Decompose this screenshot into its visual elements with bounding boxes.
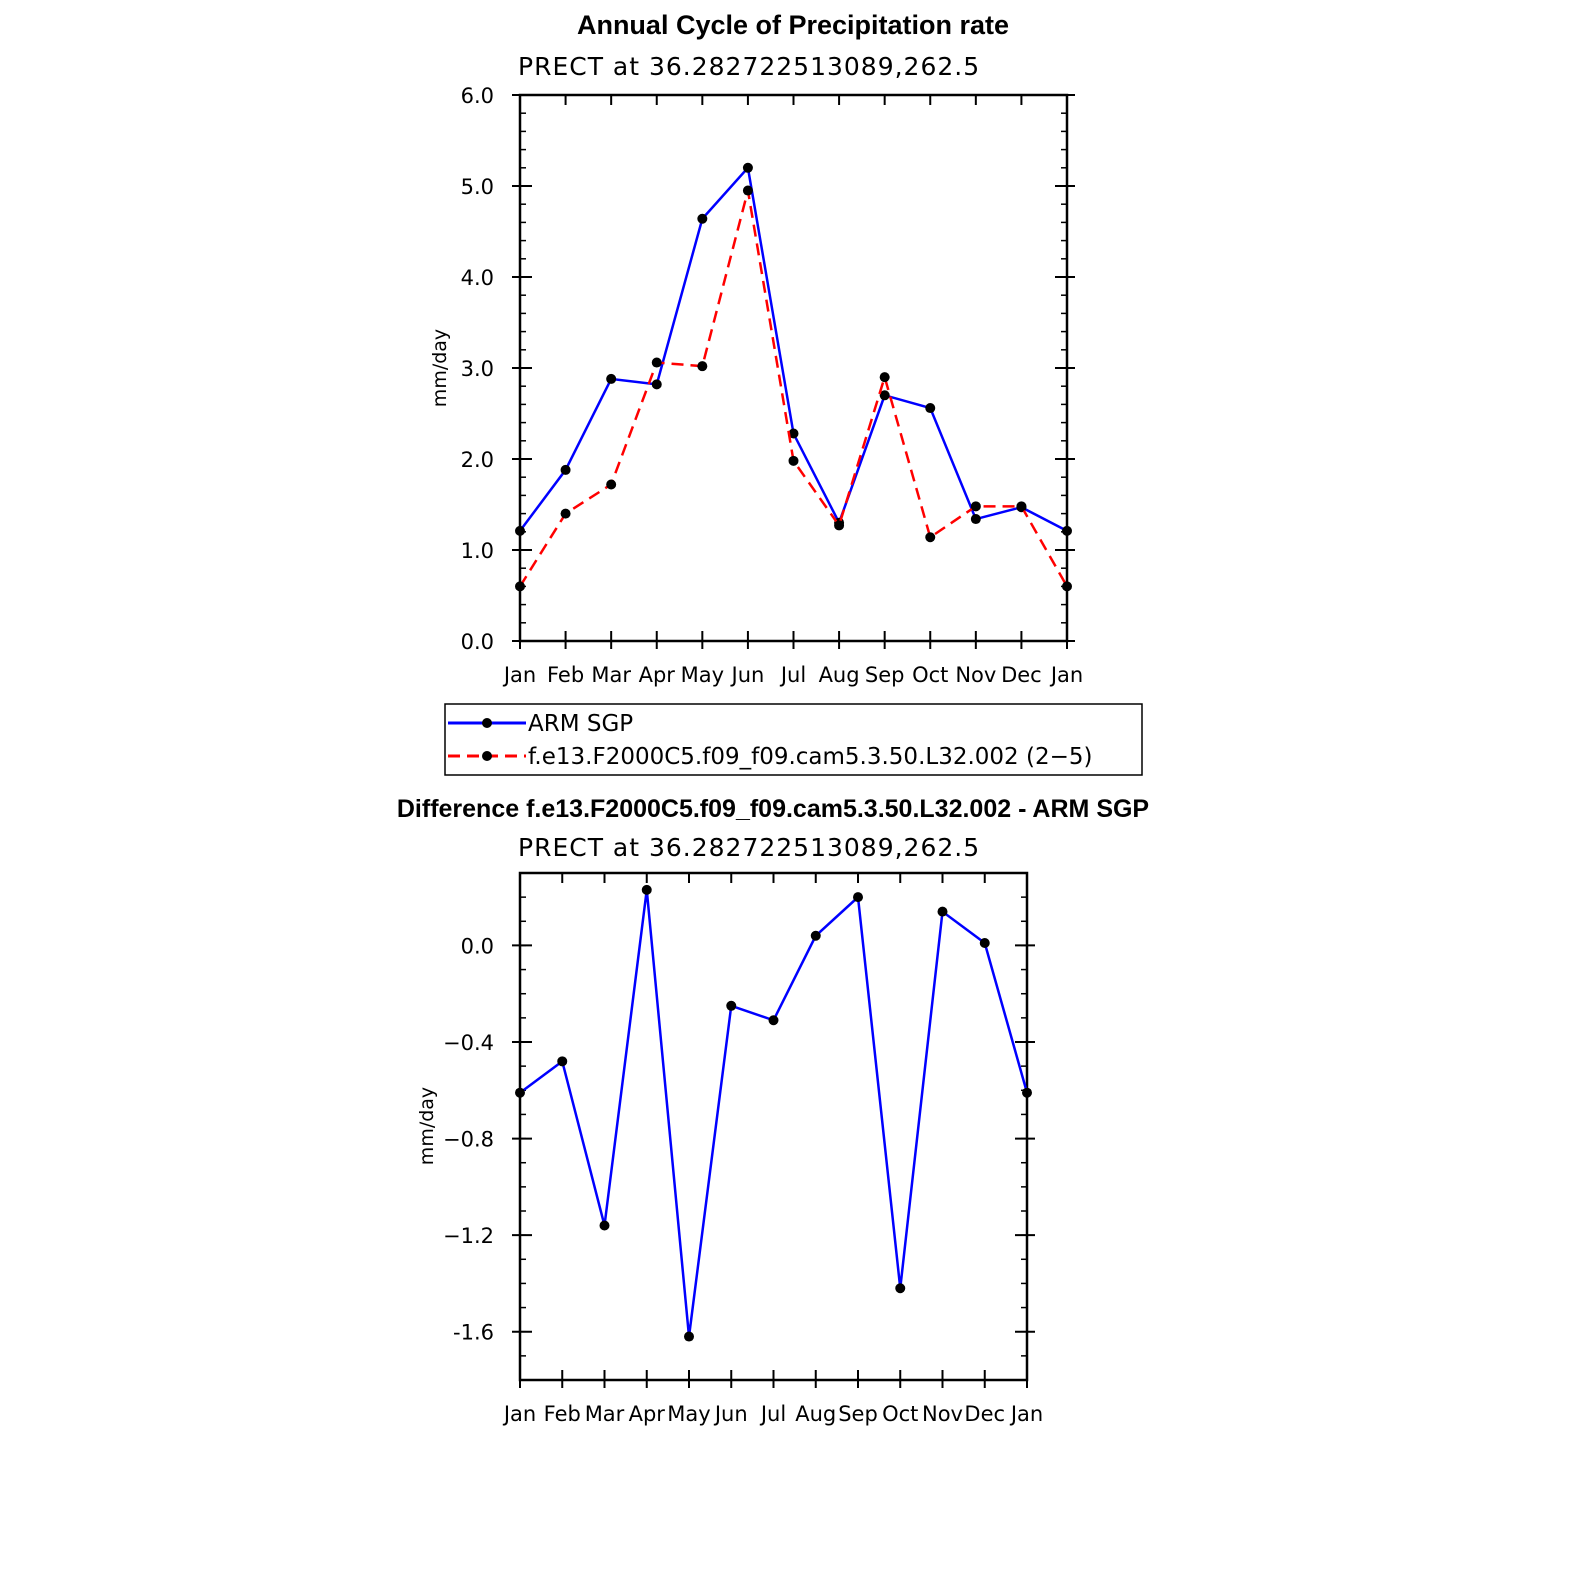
- plot-series: [515, 163, 1072, 592]
- difference-chart: [397, 795, 1149, 1426]
- x-tick-label: Oct: [882, 1402, 919, 1426]
- data-point: [652, 358, 662, 368]
- data-point: [980, 938, 990, 948]
- x-tick-label: Feb: [546, 663, 585, 687]
- data-point: [938, 907, 948, 917]
- y-tick-label: 4.0: [460, 266, 494, 290]
- data-point: [811, 931, 821, 941]
- x-tick-label: Apr: [628, 1402, 665, 1426]
- x-tick-label: Jul: [780, 663, 807, 687]
- y-tick-label: 0.0: [460, 934, 494, 959]
- data-point: [697, 214, 707, 224]
- x-tick-label: Feb: [543, 1402, 581, 1426]
- data-point: [684, 1332, 694, 1342]
- plot-series: [515, 885, 1032, 1342]
- y-axis-label: mm/day: [429, 328, 451, 408]
- data-point: [515, 526, 525, 536]
- data-point: [600, 1220, 610, 1230]
- x-tick-label: Jul: [760, 1402, 787, 1426]
- x-tick-label: Aug: [818, 663, 860, 687]
- annual-cycle-chart: [429, 10, 1142, 775]
- chart-subtitle: PRECT at 36.282722513089,262.5: [518, 833, 981, 862]
- data-point: [726, 1001, 736, 1011]
- chart-title: Annual Cycle of Precipitation rate: [576, 10, 1010, 40]
- y-tick-label: −1.2: [443, 1224, 494, 1249]
- x-tick-label: Aug: [795, 1402, 837, 1426]
- data-point: [925, 403, 935, 413]
- y-tick-label: 1.0: [460, 539, 494, 563]
- data-point: [834, 520, 844, 530]
- data-point: [561, 509, 571, 519]
- data-point: [1016, 501, 1026, 511]
- data-point: [606, 479, 616, 489]
- data-point: [971, 501, 981, 511]
- chart-title: Difference f.e13.F2000C5.f09_f09.cam5.3.50.L32.002 - ARM SGP: [396, 795, 1150, 823]
- x-tick-label: May: [667, 1402, 711, 1426]
- y-tick-label: -1.6: [453, 1320, 494, 1345]
- x-tick-label: Oct: [912, 663, 949, 687]
- x-tick-label: Mar: [584, 1402, 625, 1426]
- y-tick-label: 2.0: [460, 448, 494, 472]
- legend-marker-arm-sgp: [482, 718, 492, 728]
- data-point: [880, 372, 890, 382]
- data-point: [557, 1056, 567, 1066]
- legend-marker-model: [482, 751, 492, 761]
- y-axis-label: mm/day: [416, 1086, 438, 1166]
- y-tick-label: −0.4: [443, 1031, 494, 1055]
- axes: [461, 84, 1084, 687]
- x-tick-label: Jun: [731, 663, 765, 687]
- x-tick-label: Jan: [1010, 1402, 1044, 1426]
- chart-subtitle: PRECT at 36.282722513089,262.5: [518, 52, 981, 81]
- axes: [443, 873, 1043, 1426]
- data-point: [652, 379, 662, 389]
- series-line-0: [520, 168, 1067, 531]
- x-tick-label: Nov: [922, 1402, 963, 1426]
- plot-frame: [520, 873, 1027, 1380]
- x-tick-label: Jan: [503, 663, 537, 687]
- y-tick-label: 5.0: [460, 175, 494, 199]
- data-point: [895, 1283, 905, 1293]
- data-point: [769, 1015, 779, 1025]
- x-tick-label: Mar: [591, 663, 631, 687]
- data-point: [561, 465, 571, 475]
- x-tick-label: Dec: [1001, 663, 1042, 687]
- data-point: [971, 514, 981, 524]
- data-point: [743, 163, 753, 173]
- y-tick-label: 6.0: [460, 84, 494, 108]
- series-line-1: [520, 191, 1067, 587]
- x-tick-label: Sep: [838, 1402, 878, 1426]
- legend-label-model: f.e13.F2000C5.f09_f09.cam5.3.50.L32.002 (2−5): [528, 744, 1093, 770]
- data-point: [743, 186, 753, 196]
- data-point: [642, 885, 652, 895]
- legend: [445, 704, 1142, 775]
- data-point: [515, 581, 525, 591]
- series-line-0: [520, 890, 1027, 1337]
- data-point: [1062, 581, 1072, 591]
- x-tick-label: Jan: [1050, 663, 1084, 687]
- data-point: [515, 1088, 525, 1098]
- legend-label-arm-sgp: ARM SGP: [528, 711, 634, 737]
- data-point: [853, 892, 863, 902]
- x-tick-label: Jun: [714, 1402, 748, 1426]
- y-tick-label: 0.0: [460, 630, 494, 654]
- data-point: [789, 456, 799, 466]
- x-tick-label: Apr: [638, 663, 675, 687]
- x-tick-label: Nov: [955, 663, 997, 687]
- data-point: [1062, 526, 1072, 536]
- x-tick-label: Jan: [503, 1402, 537, 1426]
- x-tick-label: Dec: [964, 1402, 1006, 1426]
- data-point: [606, 374, 616, 384]
- data-point: [697, 361, 707, 371]
- x-tick-label: May: [680, 663, 725, 687]
- y-tick-label: 3.0: [460, 357, 494, 381]
- y-tick-label: −0.8: [443, 1127, 494, 1152]
- data-point: [1022, 1088, 1032, 1098]
- x-tick-label: Sep: [864, 663, 905, 687]
- data-point: [925, 532, 935, 542]
- plot-frame: [520, 95, 1067, 641]
